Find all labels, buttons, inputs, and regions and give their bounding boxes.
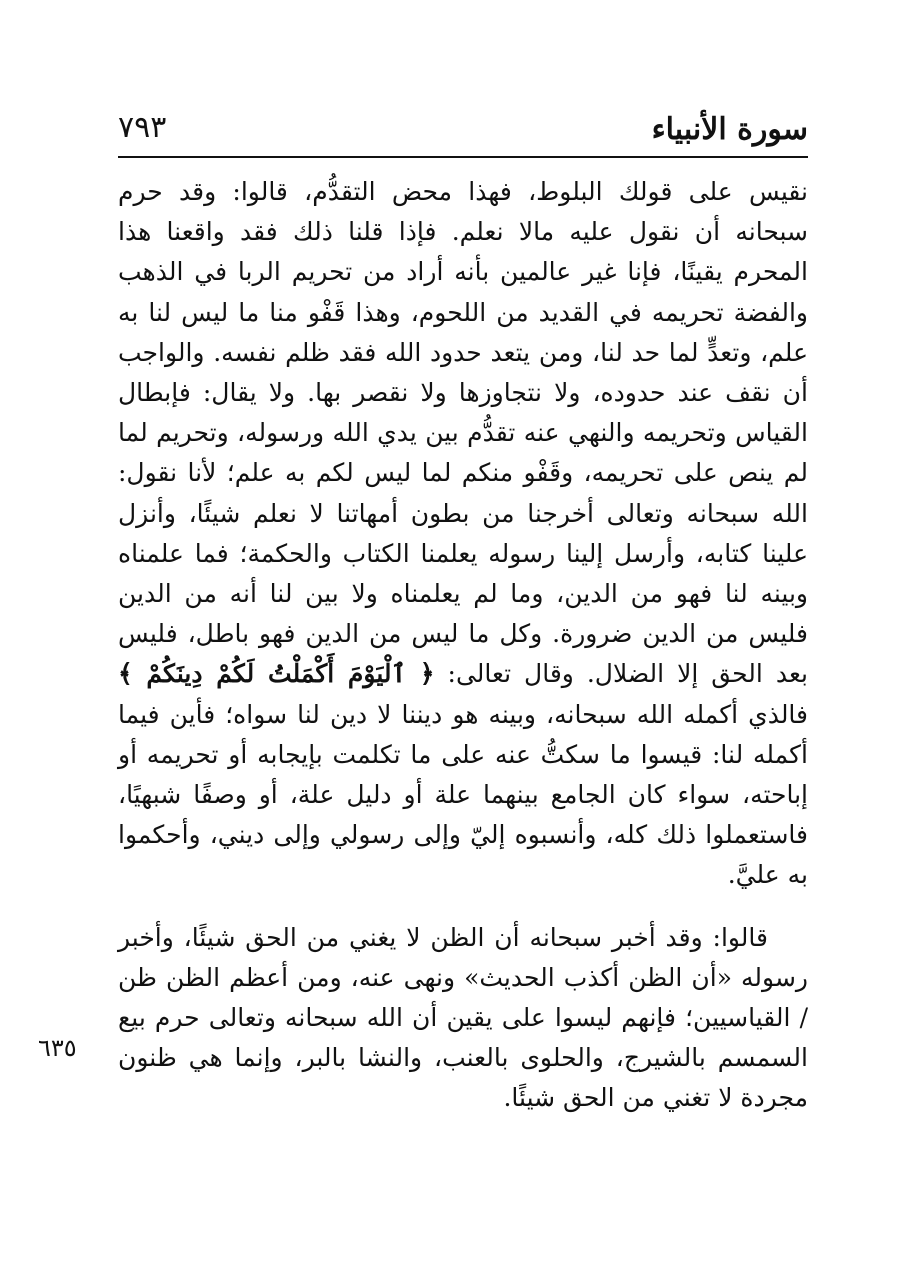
surah-title: سورة الأنبياء xyxy=(651,112,808,147)
paragraph-1-continuation: فالذي أكمله الله سبحانه، وبينه هو ديننا لا دين لنا سواه؛ فأين فيما أكمله لنا: قيسوا ما سكتُّ عنه على ما تكلمت بإيجابه أو تحريمه أو إباحته، سواء كان الجامع بينهما علة أو دليل علة، أو وصفًا شبهيًا، فاستعملوا ذلك كله، وأنسبوه إليّ وإلى رسولي وإلى ديني، وأحكموا به عليَّ. xyxy=(118,699,808,890)
page-header xyxy=(118,104,808,158)
page-number: ٧٩٣ xyxy=(118,110,167,145)
body-text xyxy=(118,172,808,1119)
paragraph-1-text: نقيس على قولك البلوط، فهذا محض التقدُّم، قالوا: وقد حرم سبحانه أن نقول عليه مالا نعلم. فإذا قلنا ذلك فقد واقعنا هذا المحرم يقينًا، فإنا غير عالمين بأنه أراد من تحريم الربا في الذهب والفضة تحريمه في القديد من اللحوم، وهذا قَفْو منا ما ليس لنا به علم، وتعدٍّ لما حد لنا، ومن يتعد حدود الله فقد ظلم نفسه. والواجب أن نقف عند حدوده، ولا نتجاوزها ولا نقصر بها. ولا يقال: فإبطال القياس وتحريمه والنهي عنه تقدُّم بين يدي الله ورسوله، وتحريم لما لم ينص على تحريمه، وقَفْو منكم لما ليس لكم به علم؛ لأنا نقول: الله سبحانه وتعالى أخرجنا من بطون أمهاتنا لا نعلم شيئًا، وأنزل علينا كتابه، وأرسل إلينا رسوله يعلمنا الكتاب والحكمة؛ فما علمناه وبينه لنا فهو من الدين، وما لم يعلمناه ولا بين لنا أنه من الدين فليس من الدين ضرورة. وكل ما ليس من الدين فهو باطل، فليس بعد الحق إلا الضلال. وقال تعالى: xyxy=(118,177,808,689)
quran-verse: ﴿ ٱلْيَوْمَ أَكْمَلْتُ لَكُمْ دِينَكُمْ ﴾ xyxy=(118,659,435,689)
paragraph-2-text: قالوا: وقد أخبر سبحانه أن الظن لا يغني من الحق شيئًا، وأخبر رسوله «أن الظن أكذب الحديث» ونهى عنه، ومن أعظم الظن ظن / القياسيين؛ فإنهم ليسوا على يقين أن الله سبحانه وتعالى حرم بيع السمسم بالشيرج، والحلوى بالعنب، والنشا بالبر، وإنما هي ظنون مجردة لا تغني من الحق شيئًا. xyxy=(118,922,808,1113)
paragraph-1 xyxy=(118,172,808,896)
margin-page-reference: ٦٣٥ xyxy=(38,1034,77,1062)
paragraph-2 xyxy=(118,918,808,1119)
